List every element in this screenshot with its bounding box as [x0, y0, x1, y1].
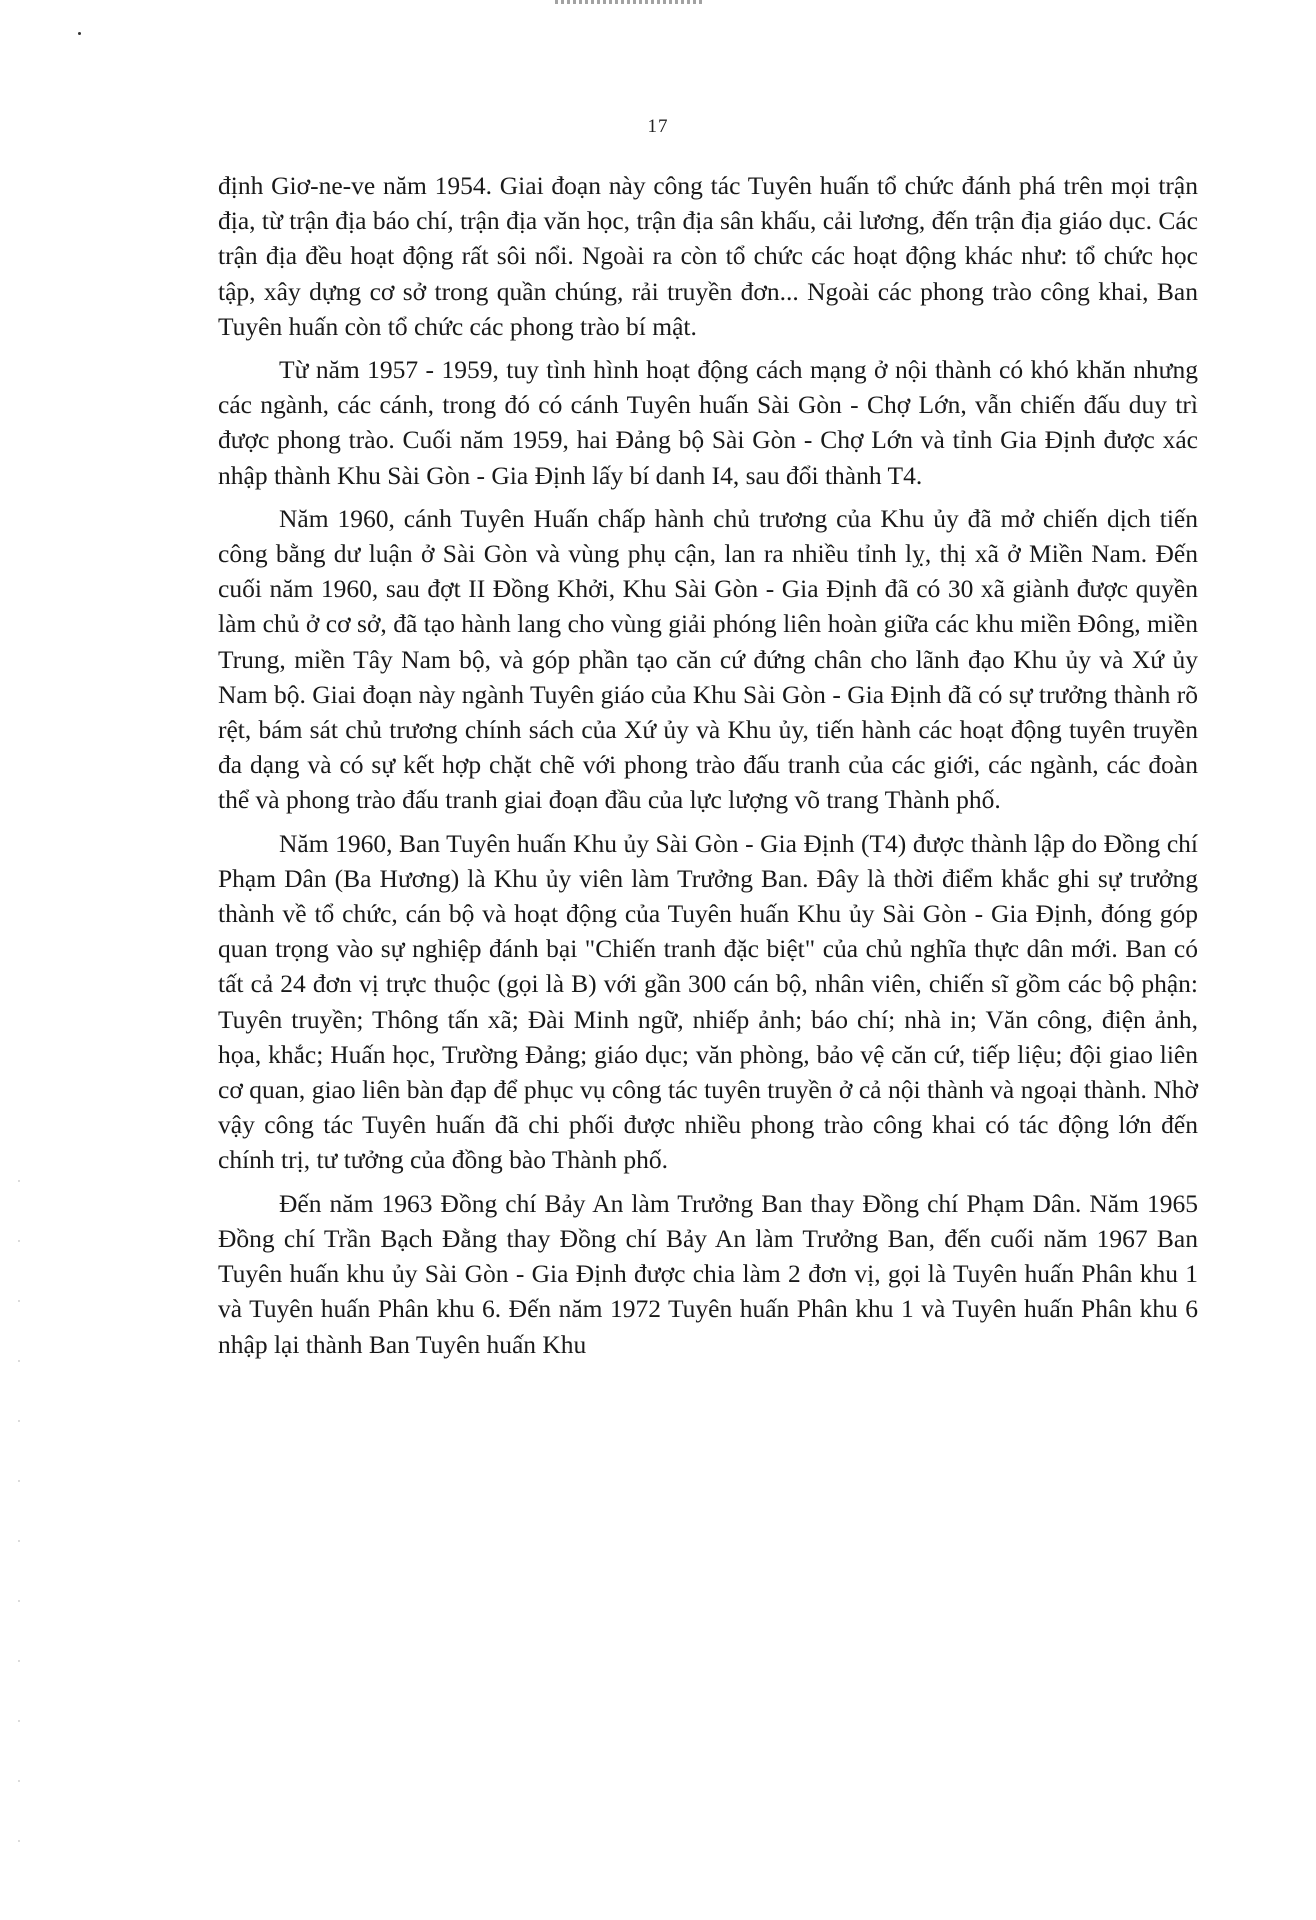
paragraph-1: định Giơ-ne-ve năm 1954. Giai đoạn này công tác Tuyên huấn tổ chức đánh phá trên mọi trận địa, từ trận địa báo chí, trận địa văn học, trận địa sân khấu, cải lương, đến trận địa giáo dục. Các trận địa đều hoạt động rất sôi nổi. Ngoài ra còn tổ chức các hoạt động khác như: tổ chức học tập, xây dựng cơ sở trong quần chúng, rải truyền đơn... Ngoài các phong trào công khai, Ban Tuyên huấn còn tổ chức các phong trào bí mật. — [218, 171, 1198, 341]
paragraph-4: Năm 1960, Ban Tuyên huấn Khu ủy Sài Gòn - Gia Định (T4) được thành lập do Đồng chí Phạm Dân (Ba Hương) là Khu ủy viên làm Trưởng Ban. Đây là thời điểm khắc ghi sự trưởng thành về tổ chức, cán bộ và hoạt động của Tuyên huấn Khu ủy Sài Gòn - Gia Định, đóng góp quan trọng vào sự nghiệp đánh bại "Chiến tranh đặc biệt" của chủ nghĩa thực dân mới. Ban có tất cả 24 đơn vị trực thuộc (gọi là B) với gần 300 cán bộ, nhân viên, chiến sĩ gồm các bộ phận: Tuyên truyền; Thông tấn xã; Đài Minh ngữ, nhiếp ảnh; báo chí; nhà in; Văn công, điện ảnh, họa, khắc; Huấn học, Trường Đảng; giáo dục; văn phòng, bảo vệ căn cứ, tiếp liệu; đội giao liên cơ quan, giao liên bàn đạp để phục vụ công tác tuyên truyền ở cả nội thành và ngoại thành. Nhờ vậy công tác Tuyên huấn đã chi phối được nhiều phong trào công khai có tác động lớn đến chính trị, tư tưởng của đồng bào Thành phố. — [218, 828, 1198, 1175]
scan-artifact-top — [555, 0, 705, 4]
paragraph-2: Từ năm 1957 - 1959, tuy tình hình hoạt động cách mạng ở nội thành có khó khăn nhưng các ngành, các cánh, trong đó có cánh Tuyên huấn Sài Gòn - Chợ Lớn, vẫn chiến đấu duy trì được phong trào. Cuối năm 1959, hai Đảng bộ Sài Gòn - Chợ Lớn và tỉnh Gia Định được xác nhập thành Khu Sài Gòn - Gia Định lấy bí danh I4, sau đổi thành T4. — [218, 355, 1198, 490]
scan-artifact-margin — [18, 1180, 20, 1900]
document-body — [218, 168, 1198, 1370]
paragraph-5: Đến năm 1963 Đồng chí Bảy An làm Trưởng Ban thay Đồng chí Phạm Dân. Năm 1965 Đồng chí Trần Bạch Đằng thay Đồng chí Bảy An làm Trưởng Ban, đến cuối năm 1967 Ban Tuyên huấn khu ủy Sài Gòn - Gia Định được chia làm 2 đơn vị, gọi là Tuyên huấn Phân khu 1 và Tuyên huấn Phân khu 6. Đến năm 1972 Tuyên huấn Phân khu 1 và Tuyên huấn Phân khu 6 nhập lại thành Ban Tuyên huấn Khu — [218, 1188, 1198, 1359]
page-number: 17 — [647, 116, 669, 137]
paragraph-3: Năm 1960, cánh Tuyên Huấn chấp hành chủ trương của Khu ủy đã mở chiến dịch tiến công bằng dư luận ở Sài Gòn và vùng phụ cận, lan ra nhiều tỉnh lỵ, thị xã ở Miền Nam. Đến cuối năm 1960, sau đợt II Đồng Khởi, Khu Sài Gòn - Gia Định đã có 30 xã giành được quyền làm chủ ở cơ sở, đã tạo hành lang cho vùng giải phóng liên hoàn giữa các khu miền Đông, miền Trung, miền Tây Nam bộ, và góp phần tạo căn cứ đứng chân cho lãnh đạo Khu ủy và Xứ ủy Nam bộ. Giai đoạn này ngành Tuyên giáo của Khu Sài Gòn - Gia Định đã có sự trưởng thành rõ rệt, bám sát chủ trương chính sách của Xứ ủy và Khu ủy, tiến hành các hoạt động tuyên truyền đa dạng và có sự kết hợp chặt chẽ với phong trào đấu tranh của các giới, các ngành, các đoàn thể và phong trào đấu tranh giai đoạn đầu của lực lượng võ trang Thành phố. — [218, 503, 1198, 815]
scan-artifact-dot — [78, 32, 81, 35]
